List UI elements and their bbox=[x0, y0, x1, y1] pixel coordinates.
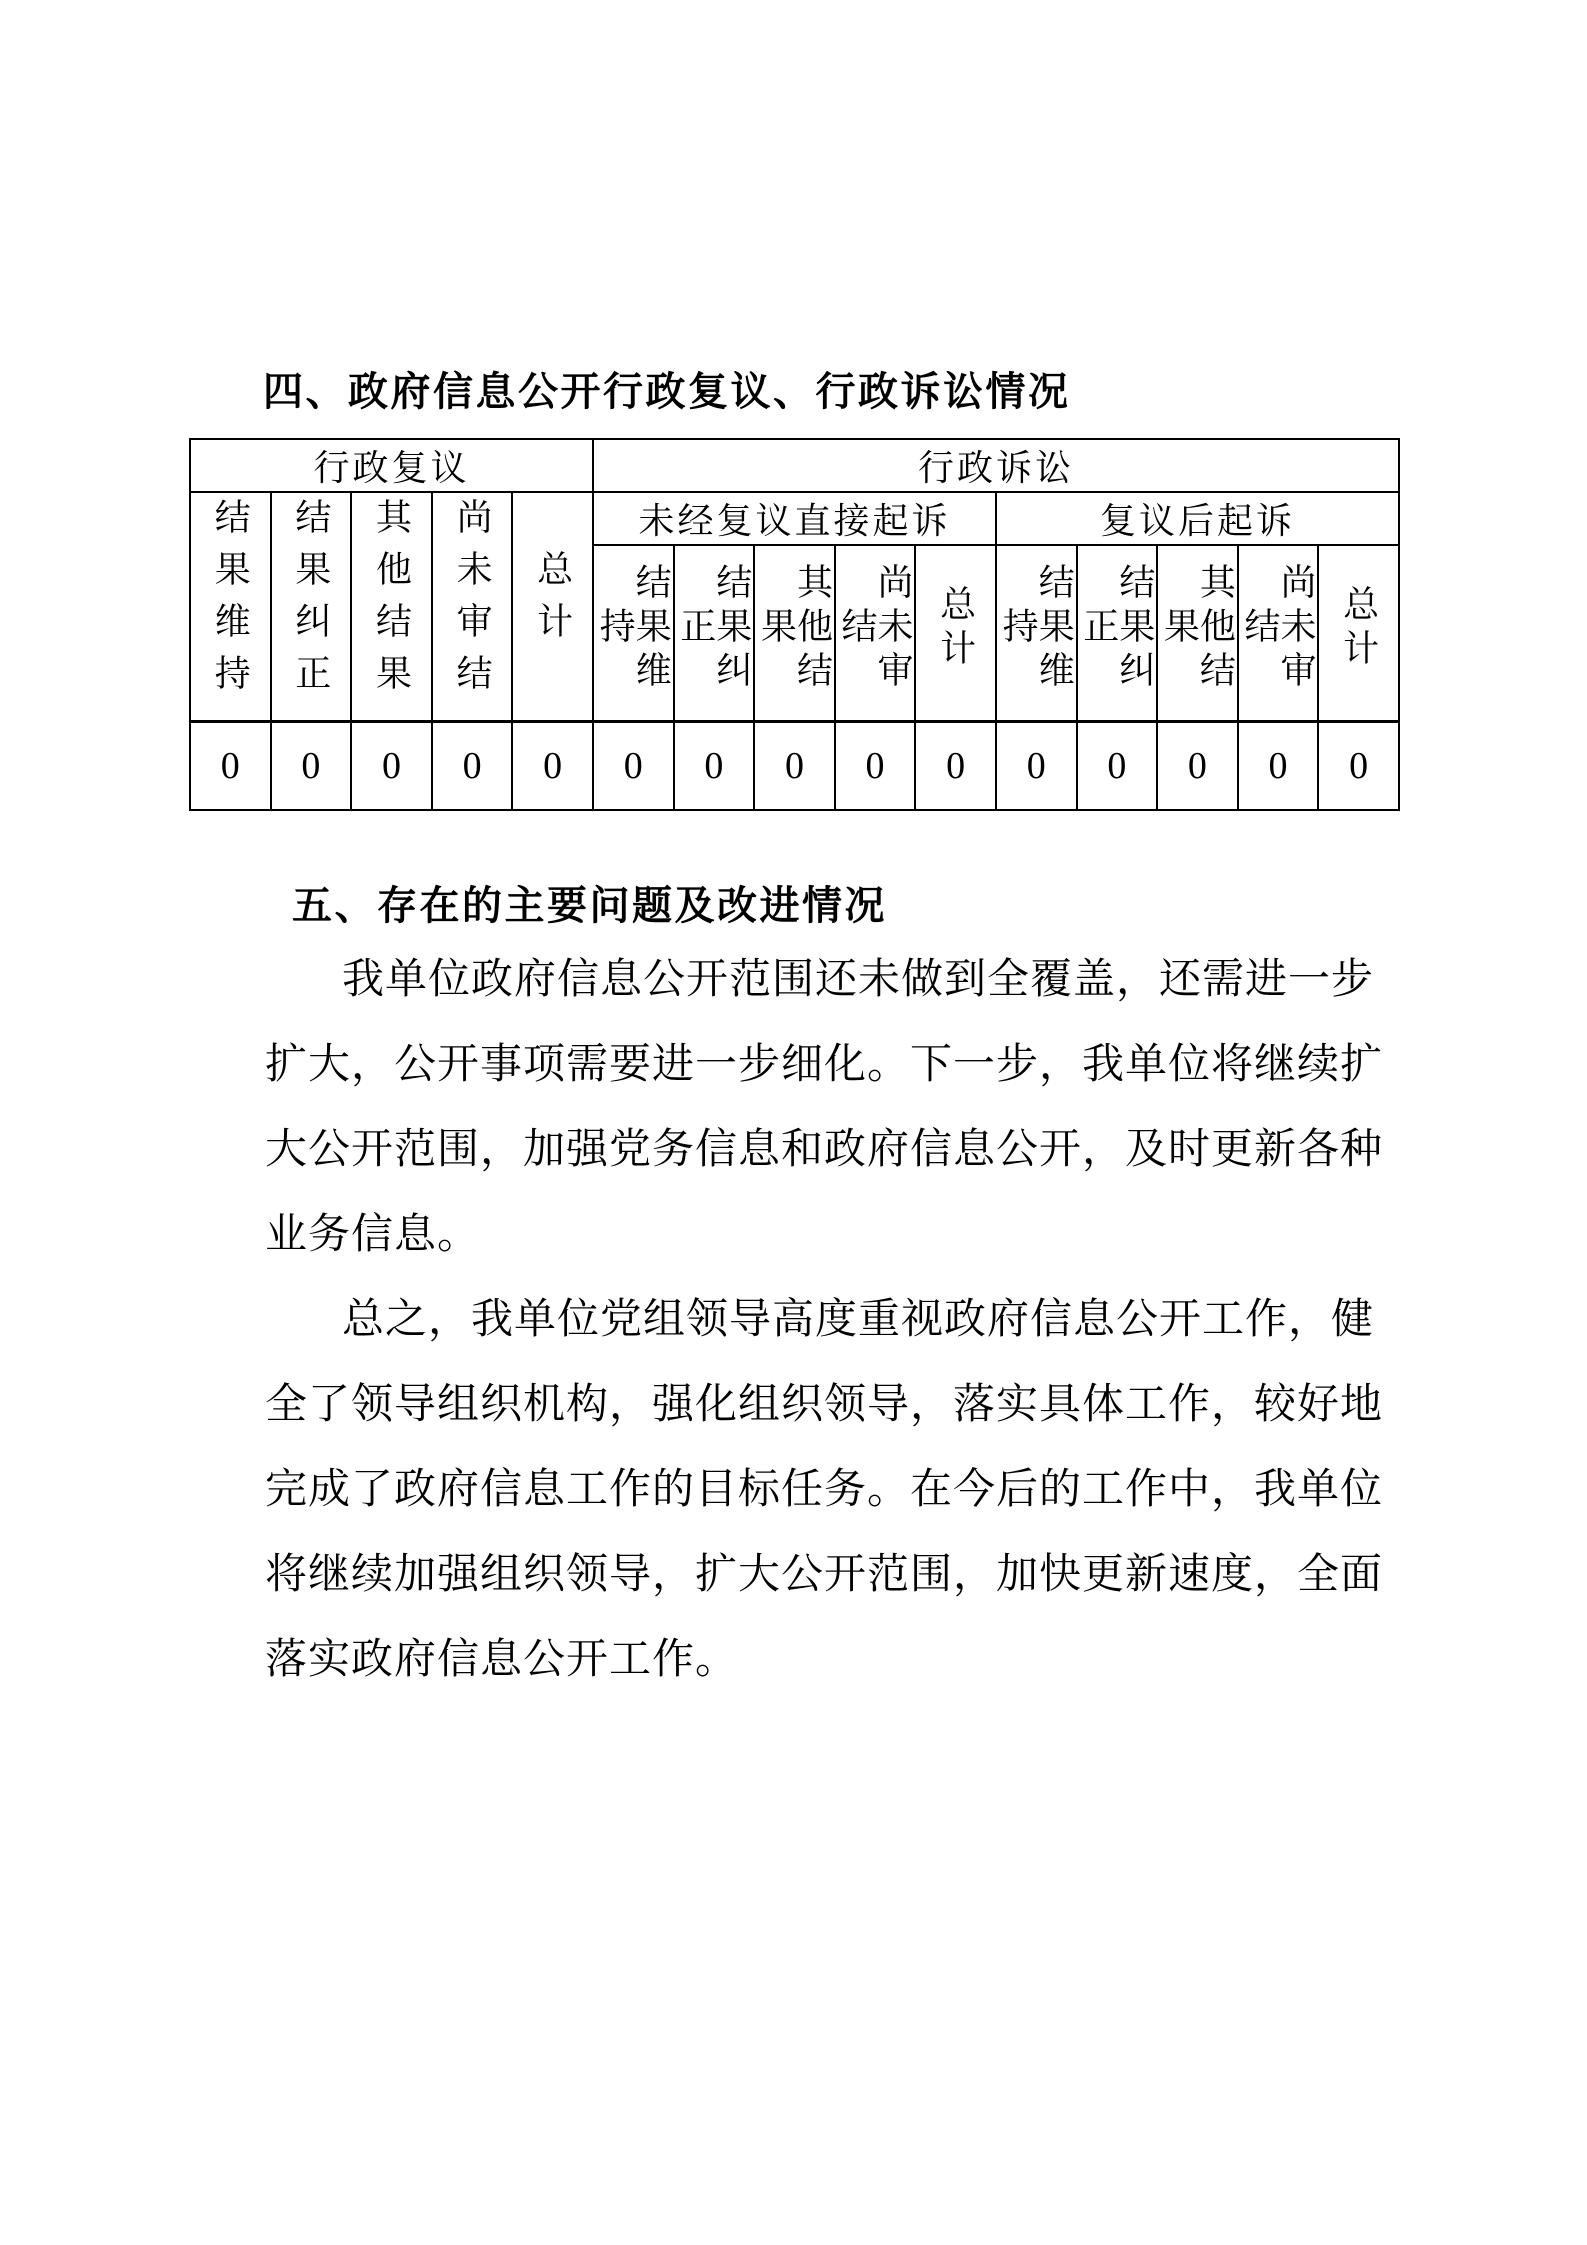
col-header-direct-pending bbox=[835, 545, 916, 722]
paragraph1-line: 大公开范围，加强党务信息和政府信息公开，及时更新各种 bbox=[265, 1127, 1384, 1173]
col-header-review-total bbox=[512, 492, 593, 722]
col-header-label: 总计 bbox=[935, 584, 976, 673]
col-header-label: 结果纠正 bbox=[290, 498, 331, 706]
group-header-admin-review: 行政复议 bbox=[190, 439, 593, 492]
paragraph2-line: 落实政府信息公开工作。 bbox=[265, 1637, 739, 1683]
paragraph2-line: 全了领导组织机构，强化组织领导，落实具体工作，较好地 bbox=[265, 1382, 1384, 1428]
value-cell: 0 bbox=[1318, 722, 1399, 811]
value-cell: 0 bbox=[351, 722, 432, 811]
col-header-direct-other-result bbox=[754, 545, 835, 722]
review-litigation-table bbox=[189, 438, 1400, 811]
value-cell: 0 bbox=[996, 722, 1077, 811]
group-header-admin-litigation: 行政诉讼 bbox=[593, 439, 1399, 492]
col-header-after-result-upheld bbox=[996, 545, 1077, 722]
col-header-label: 其他结果 bbox=[1159, 562, 1236, 695]
value-cell: 0 bbox=[1077, 722, 1158, 811]
value-cell: 0 bbox=[1157, 722, 1238, 811]
paragraph1-line: 我单位政府信息公开范围还未做到全覆盖，还需进一步 bbox=[342, 957, 1375, 1003]
col-header-label: 尚未审结 bbox=[1240, 562, 1317, 695]
value-cell: 0 bbox=[512, 722, 593, 811]
value-cell: 0 bbox=[1238, 722, 1319, 811]
col-header-after-total bbox=[1318, 545, 1399, 722]
col-header-label: 其他结果 bbox=[371, 498, 412, 706]
col-header-review-other-result bbox=[351, 492, 432, 722]
col-header-label: 尚未审结 bbox=[452, 498, 493, 706]
col-header-label: 结果纠正 bbox=[675, 562, 752, 695]
col-header-review-pending bbox=[432, 492, 513, 722]
col-header-label: 其他结果 bbox=[756, 562, 833, 695]
col-header-review-result-upheld bbox=[190, 492, 271, 722]
value-cell: 0 bbox=[271, 722, 352, 811]
paragraph1-line: 扩大，公开事项需要进一步细化。下一步，我单位将继续扩 bbox=[265, 1042, 1384, 1088]
col-header-label: 结果维持 bbox=[210, 498, 251, 706]
section4-heading: 四、政府信息公开行政复议、行政诉讼情况 bbox=[263, 370, 1071, 414]
col-header-after-pending bbox=[1238, 545, 1319, 722]
value-cell: 0 bbox=[190, 722, 271, 811]
paragraph2-line: 总之，我单位党组领导高度重视政府信息公开工作，健 bbox=[342, 1297, 1375, 1343]
value-cell: 0 bbox=[674, 722, 755, 811]
paragraph1-line: 业务信息。 bbox=[265, 1212, 481, 1258]
col-header-label: 总计 bbox=[532, 550, 573, 654]
paragraph2-line: 完成了政府信息工作的目标任务。在今后的工作中，我单位 bbox=[265, 1467, 1384, 1513]
value-cell: 0 bbox=[432, 722, 513, 811]
col-header-direct-result-upheld bbox=[593, 545, 674, 722]
value-cell: 0 bbox=[835, 722, 916, 811]
col-header-label: 结果维持 bbox=[595, 562, 672, 695]
paragraph2-line: 将继续加强组织领导，扩大公开范围，加快更新速度，全面 bbox=[265, 1552, 1384, 1598]
value-cell: 0 bbox=[754, 722, 835, 811]
col-header-after-result-corrected bbox=[1077, 545, 1158, 722]
sub-header-direct-suit: 未经复议直接起诉 bbox=[593, 492, 996, 545]
section5-heading: 五、存在的主要问题及改进情况 bbox=[292, 884, 887, 928]
section5-body bbox=[265, 938, 1383, 1703]
sub-header-suit-after-review: 复议后起诉 bbox=[996, 492, 1399, 545]
col-header-label: 总计 bbox=[1338, 584, 1379, 673]
table-row-sub-headers bbox=[190, 492, 1399, 545]
col-header-label: 结果纠正 bbox=[1078, 562, 1155, 695]
col-header-after-other-result bbox=[1157, 545, 1238, 722]
col-header-review-result-corrected bbox=[271, 492, 352, 722]
col-header-label: 尚未审结 bbox=[837, 562, 914, 695]
value-cell: 0 bbox=[593, 722, 674, 811]
col-header-label: 结果维持 bbox=[998, 562, 1075, 695]
table-row-values bbox=[190, 722, 1399, 811]
value-cell: 0 bbox=[915, 722, 996, 811]
table-row-group-headers bbox=[190, 439, 1399, 492]
col-header-direct-result-corrected bbox=[674, 545, 755, 722]
col-header-direct-total bbox=[915, 545, 996, 722]
